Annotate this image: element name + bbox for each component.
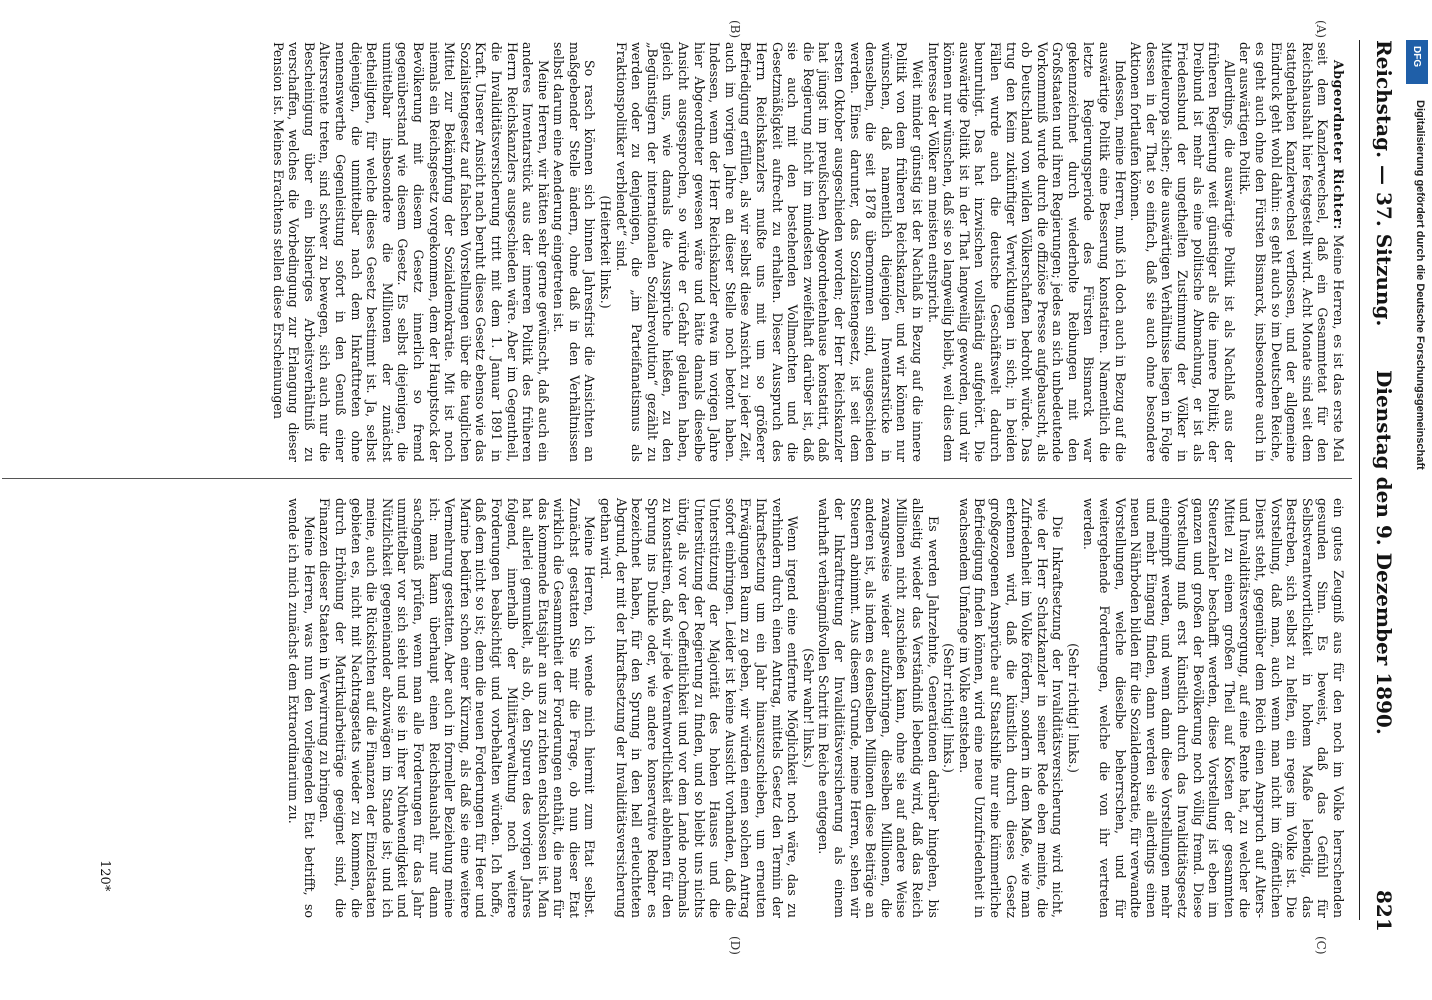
speaker-name: Abgeordneter Richter: [1331, 60, 1346, 230]
margin-mark-c: (C) [1314, 936, 1328, 955]
paragraph: Meine Herren, ich wende mich hiermit zum Etat selbst. Zunächst gestatten Sie mir die Frage, ob nun dieser Etat wirklich die Gesammtheit der Forderungen enthält, die man für das kommende Etatsjahr an uns zu richten entschlossen ist. Man hat allerlei gemunkelt, als ob, den Spuren des vorigen Jahres folgend, innerhalb der Militärverwaltung noch weitere Forderungen beabsichtigt und vorbehalten würden. Ich hoffe, daß dem nicht so ist; denn die neuen Forderungen für Heer und Marine bedürfen schon einer Kürzung, als daß sie eine weitere Vermehrung gestatten. Aber auch in formeller Beziehung meine ich: man kann überhaupt einen Reichshaushalt nur dann sachgemäß prüfen, wenn man alle Forderungen für das Jahr unmittelbar vor sich sieht und sie in ihrer Nothwendigkeit und Nützlichkeit gegeneinander abzuwägen im Stande ist; und ich meine, auch die Rücksichten auf die Finanzen der Einzelstaaten gebieten es, nicht mit Nachtragsetats wieder zu kommen, die durch Erhöhung der Matrikularbeiträge geeignet sind, die Finanzen dieser Staaten in Verwirrung zu bringen. [317, 498, 598, 918]
right-column [286, 498, 1346, 918]
interjection: (Heiterkeit links.) [598, 195, 614, 309]
paragraph: Meine Herren, was nun den vorliegenden Etat betrifft, so wende ich mich zunächst dem Extraordinarium zu. [286, 498, 317, 918]
speech-text: Meine Herren, es ist das erste Mal seit dem Kanzlerwechsel, daß ein Gesammtetat für den Reichshaushalt hier festgestellt wird. Acht Monate sind seit dem stattgehabten Kanzlerwechsel verflossen, und der allgemeine Eindruck geht wohl dahin: es geht auch so im Deutschen Reiche, es geht auch ohne den Fürsten Bismarck, insbesondere auch in der auswärtigen Politik. [1237, 42, 1346, 462]
dfg-logo: DFG [1406, 40, 1428, 84]
page-number: 821 [1372, 890, 1396, 932]
margin-mark-d: (D) [728, 936, 742, 955]
speaker-paragraph [1237, 42, 1346, 462]
paragraph: Weit minder günstig ist der Nachlaß in Bezug auf die innere Politik von dem früheren Reichskanzler, und wir können nur wünschen, daß namentlich diejenigen Inventarstücke in denselben, die seit 1878 übernommen sind, ausgeschieden werden. Eines darunter, das Sozialistengesetz, ist seit dem ersten Oktober ausgeschieden worden; der Herr Reichskanzler hat jüngst im preußischen Abgeordnetenhause konstatirt, daß die Regierung nicht im mindesten zweifelhaft darüber ist, daß sie auch mit den bestehenden Vollmachten und die Gesetzmäßigkeit aufrecht zu erhalten. Dieser Ausspruch des Herrn Reichskanzlers mußte uns mit um so größerer Befriedigung erfüllen, als wir selbst diese Ansicht zu jeder Zeit, auch im vorigen Jahre an dieser Stelle noch betont haben. Indessen, wenn der Herr Reichskanzler etwa im vorigen Jahre hier Abgeordneter gewesen wäre und hätte damals dieselbe Ansicht ausgesprochen, so würde er Gefahr gelaufen haben, gleich uns, wie damals die Aussprüche hießen, zu den „Begünstigern der internationalen Sozialrevolution“ gezählt zu werden oder zu denjenigen, die „im Parteifanatismus als Fraktionspolitiker verblendet“ sind. [613, 42, 925, 462]
signature-mark: 120* [97, 860, 112, 892]
header-left: Reichstag. — 37. Sitzung. [1372, 40, 1396, 327]
header-center: Dienstag den 9. Dezember 1890. [1372, 370, 1396, 735]
interjection: (Sehr richtig! links.) [1065, 643, 1081, 773]
header-rule [1359, 40, 1360, 920]
credit-text: Digitalisierung gefördert durch die Deutsche Forschungsgemeinschaft [1414, 100, 1426, 470]
interjection: (Sehr wahr! links.) [800, 648, 816, 768]
margin-mark-a: (A) [1314, 20, 1328, 39]
margin-mark-b: (B) [728, 20, 742, 39]
paragraph: Wenn irgend eine entfernte Möglichkeit noch wäre, das zu verhindern durch einen Antrag, mittels Gesetz den Termin der Inkraftsetzung um ein Jahr hinauszuschieben, um erneuten Erwägungen Raum zu geben, wir würden einen solchen Antrag sofort einbringen. Leider ist keine Aussicht vorhanden, daß die Unterstützung der Majorität des hohen Hauses und die Unterstützung der Regierung zu finden, und so bleibt uns nichts übrig, als vor der Oeffentlichkeit und vor dem Lande nochmals zu konstatiren, daß wir jede Verantwortlichkeit ablehnen für den Sprung ins Dunkle oder, wie andere konservative Redner es bezeichnet haben, für den Sprung in den hell erleuchteten Abgrund, der mit der Inkraftsetzung der Invaliditätsversicherung gethan wird. [598, 498, 801, 918]
page-header [1366, 40, 1396, 932]
paragraph: Die Inkraftsetzung der Invaliditätsversicherung wird nicht, wie der Herr Schatzkanzler in seiner Rede eben meinte, die Zufriedenheit im Volke fördern, sondern in dem Maße, wie man erkennen wird, daß die künstlich durch dieses Gesetz großgezogenen Ansprüche auf Staatshilfe nur eine kümmerliche Befriedigung finden können, wird eine neue Unzufriedenheit in wachsendem Umfange im Volke entstehen. [956, 498, 1066, 918]
column-divider [2, 478, 1352, 479]
paragraph: ein gutes Zeugniß aus für den noch im Volke herrschenden gesunden Sinn. Es beweist, daß das Gefühl für Selbstverantwortlichkeit in hohem Maße lebendig, das Bestreben, sich selbst zu helfen, ein reges im Volke ist. Die Vorstellung, daß man, auch wenn man nicht im öffentlichen Dienst steht, gegenüber dem Reich einen Anspruch auf Alters- und Invaliditätsversorgung, auf eine Rente hat, zu welcher die Mittel zu einem großen Theil auf Kosten der gesammten Steuerzahler beschafft werden, diese Vorstellung ist eben im ganzen und großen der Bevölkerung noch völlig fremd. Diese Vorstellung muß erst künstlich durch das Invaliditätsgesetz eingeimpft werden, und wenn dann diese Vorstellungen mehr und mehr Eingang finden, dann werden sie allerdings einen neuen Nährboden bilden für die Sozialdemokratie, für verwandte Vorstellungen, welche dieselbe beherrschen, und für weitergehende Forderungen, welche die von ihr vertreten werden. [1081, 498, 1346, 918]
paragraph: So rasch können sich binnen Jahresfrist die Ansichten an maßgebender Stelle ändern, ohne daß in den Verhältnissen selbst darum eine Aenderung eingetreten ist. [551, 42, 598, 462]
digitization-credit [1400, 40, 1430, 940]
paragraph: Meine Herren, wir hätten sehr gerne gewünscht, daß auch ein anderes Inventarstück aus der inneren Politik des früheren Herrn Reichskanzlers ausgeschieden wäre. Aber im Gegentheil, die Invaliditätsversicherung tritt mit dem 1. Januar 1891 in Kraft. Unserer Ansicht nach beruht dieses Gesetz ebenso wie das Sozialistengesetz auf falschen Vorstellungen über die tauglichen Mittel zur Bekämpfung der Sozialdemokratie. Mit ist noch niemals ein Reichsgesetz vorgekommen, dem der Hauptstock der Bevölkerung mit diesem Gesetz innerlich so fremd gegenüberstand wie diesem Gesetz. Es selbst diejenigen, die unmittelbar insbesondere die Millionen der zunächst Betheiligten, für welche dieses Gesetz bestimmt ist. Ja, selbst diejenigen, die unmittelbar nach dem Inkrafttreten ohne nennenswerthe Gegenleistung sofort in den Genuß einer Altersrente treten, sind schwer zu bewegen, sich auch nur die Bescheinigung über ein bisheriges Arbeitsverhältniß zu verschaffen, welches die Vorbedingung zur Erlangung dieser Pension ist. Meines Erachtens stellen diese Erscheinungen [270, 42, 551, 462]
interjection: (Sehr richtig! links.) [941, 643, 957, 773]
paragraph: Indessen, meine Herren, muß ich doch auch in Bezug auf die auswärtige Politik eine Besserung konstatiren. Namentlich die letzte Regierungsperiode des Fürsten Bismarck war gekennzeichnet durch wiederholte Reibungen mit den Großstaaten und ihren Regierungen; jedes an sich unbedeutende Vorkommniß wurde durch die offiziöse Presse aufgebauscht, als ob Deutschland von wilden Völkerschaften bedroht würde. Das trug den Keim zukünftiger Verwicklungen in sich; in beiden Fällen wurde auch die deutsche Geschäftswelt dadurch beunruhigt. Das hat inzwischen vollständig aufgehört. Die auswärtige Politik ist in der That langweilig geworden, und wir können nur wünschen, daß sie so langweilig bleibt, weil dies dem Interesse der Völker am meisten entspricht. [925, 42, 1128, 462]
paragraph: Es werden Jahrzehnte, Generationen darüber hingehen, bis allseitig wieder das Verständniß lebendig wird, daß das Reich Millionen nicht zuschießen kann, ohne sie auf andere Weise zwangsweise wieder aufzubringen, dieselben Millionen, die anderen ist, als indem es denselben Millionen diese Beiträge an Steuern abnimmt. Aus diesem Grunde, meine Herren, sehen wir der Inkrafttretung der Invaliditätsversicherung als einem wahrhaft verhängnißvollen Schritt im Reiche entgegen. [816, 498, 941, 918]
paragraph: Allerdings, die auswärtige Politik ist als Nachlaß aus der früheren Regierung weit günstiger als die innere Politik; der Dreibund ist mehr als eine politische Abmachung, er ist als Friedensbund der ungetheilten Zustimmung der Völker in Mitteleuropa sicher; die auswärtigen Verhältnisse liegen in Folge dessen in der That so einfach, daß sie auch ohne besondere Aktionen fortlaufen können. [1128, 42, 1237, 462]
left-column [270, 42, 1346, 462]
